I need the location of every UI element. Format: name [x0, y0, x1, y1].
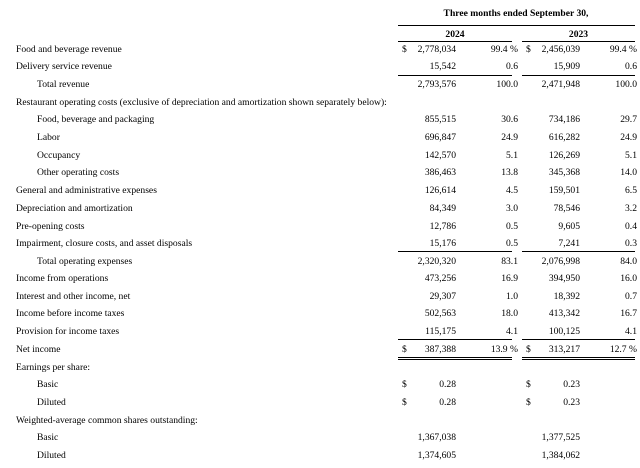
statement-row — [0, 236, 640, 252]
statement-row — [0, 219, 640, 235]
amount-2024: 502,563 — [424, 308, 456, 319]
percent-2023: 84.0 — [620, 256, 637, 267]
dollar-sign-2023: $ — [526, 397, 531, 408]
row-label: Earnings per share: — [16, 362, 91, 373]
dollar-sign-2024: $ — [402, 344, 407, 355]
statement-row — [0, 130, 640, 146]
period-underline — [398, 25, 635, 26]
percent-2024: 0.5 — [506, 221, 518, 232]
percent-2024: 18.0 — [501, 308, 518, 319]
amount-2024: 387,388 — [424, 344, 456, 355]
amount-2023: 159,501 — [548, 185, 580, 196]
row-label: Total revenue — [37, 79, 90, 90]
statement-row — [0, 201, 640, 217]
amount-2023: 2,471,948 — [541, 79, 580, 90]
amount-2023: 100,125 — [548, 326, 580, 337]
row-label: Delivery service revenue — [16, 61, 112, 72]
percent-2024: 13.9 % — [490, 344, 518, 355]
row-label: Basic — [37, 379, 59, 390]
row-label: Pre-opening costs — [16, 221, 85, 232]
amount-2023: 2,076,998 — [541, 256, 580, 267]
amount-2024: 473,256 — [424, 273, 456, 284]
amount-2023: 9,605 — [558, 221, 580, 232]
row-label: Occupancy — [37, 150, 81, 161]
row-label: Basic — [37, 432, 59, 443]
dollar-sign-2023: $ — [526, 379, 531, 390]
amount-2023: 2,456,039 — [541, 44, 580, 55]
statement-row — [0, 448, 640, 464]
percent-2024: 4.5 — [506, 185, 518, 196]
statement-row — [0, 183, 640, 199]
percent-2023: 100.0 — [615, 79, 637, 90]
statement-row — [0, 59, 640, 75]
row-label: Interest and other income, net — [16, 291, 131, 302]
statement-row — [0, 360, 640, 376]
row-label: Depreciation and amortization — [16, 203, 133, 214]
row-label: Diluted — [37, 397, 66, 408]
row-label: Weighted-average common shares outstanding: — [16, 415, 198, 426]
dollar-sign-2023: $ — [526, 44, 531, 55]
amount-2023: 345,368 — [548, 167, 580, 178]
amount-2024: 696,847 — [424, 132, 456, 143]
row-label: Food, beverage and packaging — [37, 114, 155, 125]
percent-2024: 5.1 — [506, 150, 518, 161]
percent-2024: 13.8 — [501, 167, 518, 178]
percent-2024: 83.1 — [501, 256, 518, 267]
percent-2023: 16.7 — [620, 308, 637, 319]
percent-2023: 0.4 — [625, 221, 637, 232]
percent-2023: 6.5 — [625, 185, 637, 196]
percent-2024: 16.9 — [501, 273, 518, 284]
amount-2024: 386,463 — [424, 167, 456, 178]
percent-2023: 0.7 — [625, 291, 637, 302]
dollar-sign-2024: $ — [402, 397, 407, 408]
row-label: Provision for income taxes — [16, 326, 120, 337]
amount-2023: 7,241 — [558, 238, 580, 249]
percent-2023: 0.3 — [625, 238, 637, 249]
statement-row — [0, 77, 640, 93]
amount-2023: 734,186 — [548, 114, 580, 125]
dollar-sign-2024: $ — [402, 44, 407, 55]
percent-2023: 3.2 — [625, 203, 637, 214]
amount-2024: 15,542 — [429, 61, 456, 72]
percent-2023: 4.1 — [625, 326, 637, 337]
percent-2023: 99.4 % — [609, 44, 637, 55]
amount-2024: 0.28 — [439, 397, 456, 408]
amount-2024: 1,367,038 — [417, 432, 456, 443]
statement-row — [0, 95, 640, 111]
amount-2023: 616,282 — [548, 132, 580, 143]
statement-row — [0, 254, 640, 270]
amount-2023: 313,217 — [548, 344, 580, 355]
amount-2024: 115,175 — [425, 326, 456, 337]
row-label: Impairment, closure costs, and asset disposals — [16, 238, 193, 249]
amount-2023: 18,392 — [553, 291, 580, 302]
statement-row — [0, 271, 640, 287]
percent-2023: 16.0 — [620, 273, 637, 284]
amount-2024: 126,614 — [424, 185, 456, 196]
row-label: Net income — [16, 344, 61, 355]
amount-2024: 142,570 — [424, 150, 456, 161]
percent-2024: 24.9 — [501, 132, 518, 143]
percent-2024: 100.0 — [496, 79, 518, 90]
row-label: Income from operations — [16, 273, 109, 284]
percent-2023: 0.6 — [625, 61, 637, 72]
row-label: Income before income taxes — [16, 308, 125, 319]
statement-row — [0, 413, 640, 429]
period-caption: Three months ended September 30, — [443, 8, 589, 19]
percent-2024: 1.0 — [506, 291, 518, 302]
amount-2024: 855,515 — [424, 114, 456, 125]
year-current-header: 2024 — [445, 29, 465, 40]
statement-row — [0, 42, 640, 58]
amount-2023: 0.23 — [563, 379, 580, 390]
statement-row — [0, 377, 640, 393]
row-label: General and administrative expenses — [16, 185, 157, 196]
amount-2023: 15,909 — [553, 61, 580, 72]
percent-2024: 0.5 — [506, 238, 518, 249]
amount-2023: 126,269 — [548, 150, 580, 161]
percent-2023: 24.9 — [620, 132, 637, 143]
statement-row — [0, 430, 640, 446]
percent-2023: 12.7 % — [609, 344, 637, 355]
percent-2023: 29.7 — [620, 114, 637, 125]
row-label: Diluted — [37, 450, 66, 461]
amount-2023: 1,384,062 — [541, 450, 580, 461]
dollar-sign-2023: $ — [526, 344, 531, 355]
amount-2024: 29,307 — [429, 291, 456, 302]
statement-row — [0, 289, 640, 305]
percent-2024: 0.6 — [506, 61, 518, 72]
percent-2024: 3.0 — [506, 203, 518, 214]
statement-row — [0, 342, 640, 358]
year-prior-header: 2023 — [568, 29, 589, 40]
amount-2024: 15,176 — [429, 238, 456, 249]
row-label: Restaurant operating costs (exclusive of depreciation and amortization shown separately below): — [16, 97, 387, 108]
amount-2024: 0.28 — [439, 379, 456, 390]
amount-2024: 1,374,605 — [417, 450, 456, 461]
statement-row — [0, 395, 640, 411]
percent-2023: 5.1 — [625, 150, 637, 161]
dollar-sign-2024: $ — [402, 379, 407, 390]
percent-2024: 30.6 — [501, 114, 518, 125]
percent-2023: 14.0 — [620, 167, 637, 178]
amount-2023: 78,546 — [553, 203, 580, 214]
amount-2023: 394,950 — [548, 273, 580, 284]
statement-row — [0, 165, 640, 181]
row-label: Food and beverage revenue — [16, 44, 122, 55]
percent-2024: 4.1 — [506, 326, 518, 337]
amount-2023: 413,342 — [548, 308, 580, 319]
amount-2023: 1,377,525 — [541, 432, 580, 443]
statement-row — [0, 112, 640, 128]
amount-2024: 2,793,576 — [417, 79, 456, 90]
statement-row — [0, 324, 640, 340]
percent-2024: 99.4 % — [490, 44, 518, 55]
row-label: Other operating costs — [37, 167, 120, 178]
amount-2024: 2,778,034 — [417, 44, 456, 55]
statement-row — [0, 306, 640, 322]
amount-2024: 2,320,320 — [417, 256, 456, 267]
amount-2023: 0.23 — [563, 397, 580, 408]
amount-2024: 12,786 — [429, 221, 456, 232]
row-label: Total operating expenses — [37, 256, 133, 267]
row-label: Labor — [37, 132, 60, 143]
amount-2024: 84,349 — [429, 203, 456, 214]
statement-row — [0, 148, 640, 164]
